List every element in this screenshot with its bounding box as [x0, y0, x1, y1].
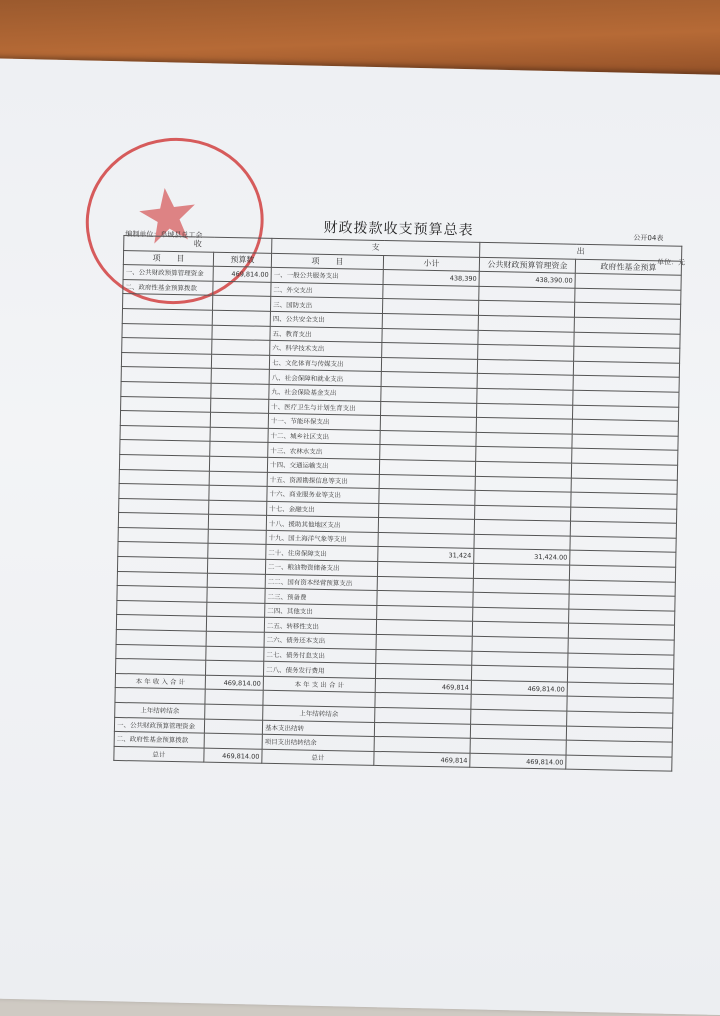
income-value-cell — [207, 602, 265, 618]
income-value-cell — [206, 631, 264, 647]
expense-item-header: 项 目 — [271, 253, 383, 270]
income-value-cell — [210, 427, 268, 443]
expense-item-cell: 二四、其他支出 — [265, 603, 377, 620]
grand-total-income: 469,814.00 — [204, 748, 262, 764]
expense-total-public: 469,814.00 — [471, 680, 567, 696]
expense-item-cell: 二三、预备费 — [265, 589, 377, 606]
income-value-cell — [207, 587, 265, 603]
expense-item-cell: 六、科学技术支出 — [270, 341, 382, 358]
expense-total-label: 本 年 支 出 合 计 — [263, 676, 375, 693]
prev-carry-label: 上年结转结余 — [115, 702, 205, 718]
income-value-cell — [211, 354, 269, 370]
income-value-cell — [213, 281, 271, 297]
income-value-cell — [212, 310, 270, 326]
prev-carry-fund: 二、政府性基金预算拨款 — [114, 732, 204, 748]
expense-item-cell: 四、公共安全支出 — [270, 311, 382, 328]
income-total-label: 本 年 收 入 合 计 — [115, 673, 205, 689]
income-value-cell — [209, 471, 267, 487]
expense-item-cell: 五、教育支出 — [270, 326, 382, 343]
expense-item-cell: 八、社会保障和就业支出 — [269, 370, 381, 387]
income-value-cell — [205, 660, 263, 676]
income-value-cell — [206, 646, 264, 662]
empty-cell — [566, 755, 672, 772]
income-value-cell — [211, 383, 269, 399]
grand-total-subtotal: 469,814 — [374, 751, 470, 767]
expense-item-cell: 十九、国土海洋气象等支出 — [266, 530, 378, 547]
expense-header-left: 支 — [272, 238, 480, 257]
expense-public-cell: 31,424.00 — [474, 549, 570, 565]
income-value-cell — [208, 529, 266, 545]
income-value-cell: 469,814.00 — [213, 266, 271, 282]
expense-item-cell: 十七、金融支出 — [267, 501, 379, 518]
expense-item-cell: 一、一般公共服务支出 — [271, 268, 383, 285]
expense-total-subtotal: 469,814 — [375, 678, 471, 694]
expense-item-cell: 二十、住房保障支出 — [266, 545, 378, 562]
next-carry-label: 上年结转结余 — [263, 705, 375, 722]
basic-carry-label: 基本支出结转 — [262, 720, 374, 737]
income-header: 收 — [124, 236, 272, 253]
expense-item-cell: 二七、债务付息支出 — [264, 647, 376, 664]
expense-subtotal-cell: 31,424 — [378, 547, 474, 563]
expense-item-cell: 十四、交通运输支出 — [267, 457, 379, 474]
income-value-cell — [212, 296, 270, 312]
expense-item-cell: 二五、转移性支出 — [264, 618, 376, 635]
document-title: 财政拨款收支预算总表 — [323, 219, 474, 239]
income-value-cell — [209, 485, 267, 501]
organization-label: 编制单位：阜城县总工会 — [125, 230, 203, 240]
income-value-cell — [211, 398, 269, 414]
expense-item-cell: 二八、债务发行费用 — [263, 662, 375, 679]
grand-total-label: 总计 — [114, 746, 204, 762]
unit-label: 单位：元 — [656, 258, 686, 267]
expense-item-cell: 十六、商业服务业等支出 — [267, 486, 379, 503]
income-value-cell — [209, 456, 267, 472]
income-item-cell: 二、政府性基金预算拨款 — [123, 279, 213, 295]
empty-cell — [204, 733, 262, 749]
income-value-cell — [210, 442, 268, 458]
income-item-header: 项 目 — [123, 250, 213, 266]
prev-carry-public: 一、公共财政预算管理资金 — [114, 717, 204, 733]
expense-item-cell: 十八、援助其他地区支出 — [266, 516, 378, 533]
income-value-cell — [207, 573, 265, 589]
income-value-cell — [208, 514, 266, 530]
expense-item-cell: 二六、债务还本支出 — [264, 632, 376, 649]
expense-subtotal-cell: 438,390 — [383, 270, 479, 286]
expense-item-cell: 七、文化体育与传媒支出 — [269, 355, 381, 372]
expense-item-cell: 十五、资源勘探信息等支出 — [267, 472, 379, 489]
income-value-cell — [211, 369, 269, 385]
expense-item-cell: 十一、节能环保支出 — [268, 413, 380, 430]
expense-item-cell: 二一、粮油物资储备支出 — [265, 559, 377, 576]
income-value-cell — [212, 339, 270, 355]
income-total-value: 469,814.00 — [205, 675, 263, 691]
income-value-cell — [212, 325, 270, 341]
empty-cell — [205, 690, 263, 706]
income-value-cell — [209, 500, 267, 516]
project-carry-label: 项目支出结转结余 — [262, 734, 374, 751]
expense-public-cell: 438,390.00 — [479, 272, 575, 288]
expense-item-cell: 三、国防支出 — [270, 297, 382, 314]
grand-total-expense-label: 总计 — [262, 749, 374, 766]
grand-total-public: 469,814.00 — [470, 753, 566, 769]
subtotal-header: 小计 — [383, 255, 479, 271]
expense-item-cell: 二、外交支出 — [271, 282, 383, 299]
expense-item-cell: 十三、农林水支出 — [268, 443, 380, 460]
income-item-cell: 一、公共财政预算管理资金 — [123, 265, 213, 281]
empty-cell — [205, 704, 263, 720]
budget-header: 预算数 — [213, 252, 271, 268]
expense-header-right: 出 — [480, 242, 682, 260]
expense-item-cell: 十二、城乡社区支出 — [268, 428, 380, 445]
public-fund-header: 公共财政预算管理资金 — [479, 257, 575, 273]
gov-fund-header: 政府性基金预算 — [575, 259, 681, 276]
budget-table — [113, 235, 682, 772]
expense-item-cell: 九、社会保险基金支出 — [269, 384, 381, 401]
form-number: 公开04表 — [633, 233, 664, 243]
income-value-cell — [210, 412, 268, 428]
income-value-cell — [206, 617, 264, 633]
empty-cell — [204, 719, 262, 735]
expense-item-cell: 二二、国有资本经营预算支出 — [265, 574, 377, 591]
expense-item-cell: 十、医疗卫生与计划生育支出 — [269, 399, 381, 416]
income-value-cell — [208, 544, 266, 560]
income-value-cell — [207, 558, 265, 574]
